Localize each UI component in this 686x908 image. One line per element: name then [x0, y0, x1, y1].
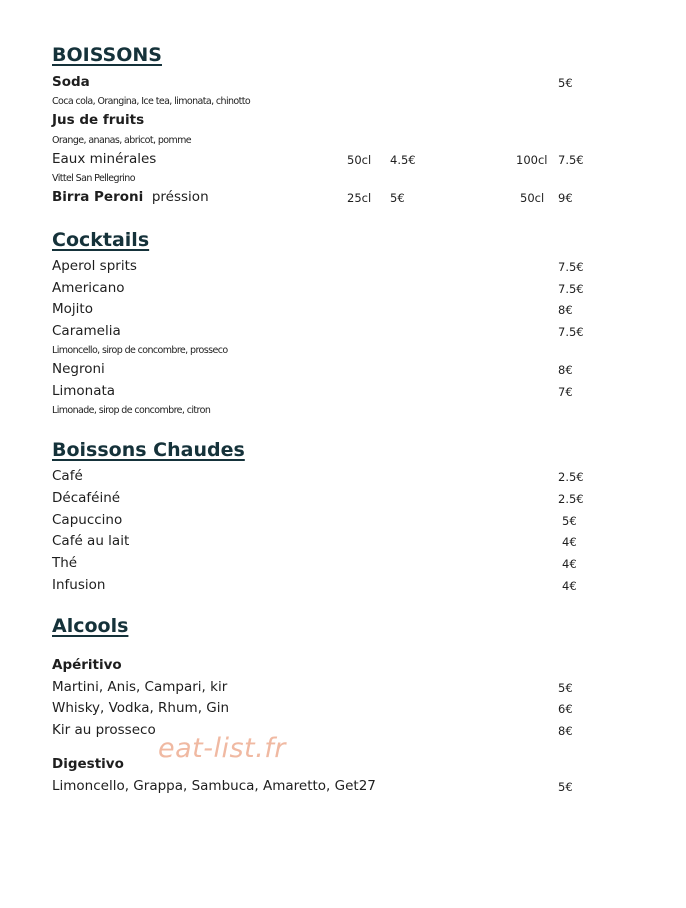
- desc-soda: Coca cola, Orangina, Ice tea, limonata, chinotto: [52, 96, 251, 107]
- item-the: Thé: [52, 555, 78, 571]
- price-negroni: 8€: [558, 363, 573, 377]
- item-jus-de-fruits: Jus de fruits: [52, 112, 145, 128]
- price-caramelia: 7.5€: [558, 325, 584, 339]
- price-the: 4€: [562, 557, 577, 571]
- price-eaux-2: 7.5€: [558, 153, 584, 167]
- item-infusion: Infusion: [52, 577, 106, 593]
- price-aperol-sprits: 7.5€: [558, 260, 584, 274]
- desc-eaux-minerales: Vittel San Pellegrino: [52, 173, 135, 184]
- item-soda: Soda: [52, 74, 90, 90]
- price-kir-au-prosseco: 8€: [558, 724, 573, 738]
- price-birra-2: 9€: [558, 191, 573, 205]
- section-title-boissons: BOISSONS: [52, 44, 162, 66]
- item-cafe-au-lait: Café au lait: [52, 533, 130, 549]
- price-eaux-1: 4.5€: [390, 153, 416, 167]
- item-kir-au-prosseco: Kir au prosseco: [52, 722, 156, 738]
- item-decafeine: Décaféiné: [52, 490, 121, 506]
- volume-eaux-2: 100cl: [516, 153, 548, 167]
- item-limonata: Limonata: [52, 383, 116, 399]
- item-cafe: Café: [52, 468, 83, 484]
- item-eaux-minerales: Eaux minérales: [52, 151, 157, 167]
- section-title-cocktails: Cocktails: [52, 229, 150, 251]
- item-negroni: Negroni: [52, 361, 105, 377]
- price-americano: 7.5€: [558, 282, 584, 296]
- desc-jus-de-fruits: Orange, ananas, abricot, pomme: [52, 135, 192, 146]
- price-soda: 5€: [558, 76, 573, 90]
- item-caramelia: Caramelia: [52, 323, 121, 339]
- item-limoncello: Limoncello, Grappa, Sambuca, Amaretto, Get27: [52, 778, 376, 794]
- section-title-boissons-chaudes: Boissons Chaudes: [52, 439, 245, 461]
- item-martini: Martini, Anis, Campari, kir: [52, 679, 228, 695]
- price-infusion: 4€: [562, 579, 577, 593]
- desc-limonata: Limonade, sirop de concombre, citron: [52, 405, 211, 416]
- price-mojito: 8€: [558, 303, 573, 317]
- item-whisky: Whisky, Vodka, Rhum, Gin: [52, 700, 230, 716]
- price-cafe: 2.5€: [558, 470, 584, 484]
- birra-name-rest: préssion: [151, 189, 209, 205]
- price-limoncello: 5€: [558, 780, 573, 794]
- subheading-digestivo: Digestivo: [52, 756, 124, 772]
- item-americano: Americano: [52, 280, 125, 296]
- price-martini: 5€: [558, 681, 573, 695]
- volume-birra-1: 25cl: [347, 191, 372, 205]
- item-birra-peroni: [52, 189, 209, 205]
- price-limonata: 7€: [558, 385, 573, 399]
- price-whisky: 6€: [558, 702, 573, 716]
- price-birra-1: 5€: [390, 191, 405, 205]
- item-capuccino: Capuccino: [52, 512, 123, 528]
- volume-eaux-1: 50cl: [347, 153, 372, 167]
- price-cafe-au-lait: 4€: [562, 535, 577, 549]
- price-capuccino: 5€: [562, 514, 577, 528]
- subheading-aperitivo: Apéritivo: [52, 657, 122, 673]
- desc-caramelia: Limoncello, sirop de concombre, prosseco: [52, 345, 228, 356]
- section-title-alcools: Alcools: [52, 615, 129, 637]
- item-mojito: Mojito: [52, 301, 93, 317]
- volume-birra-2: 50cl: [520, 191, 545, 205]
- item-aperol-sprits: Aperol sprits: [52, 258, 137, 274]
- price-decafeine: 2.5€: [558, 492, 584, 506]
- watermark: eat-list.fr: [158, 733, 286, 764]
- birra-name-bold: Birra Peroni: [52, 189, 144, 205]
